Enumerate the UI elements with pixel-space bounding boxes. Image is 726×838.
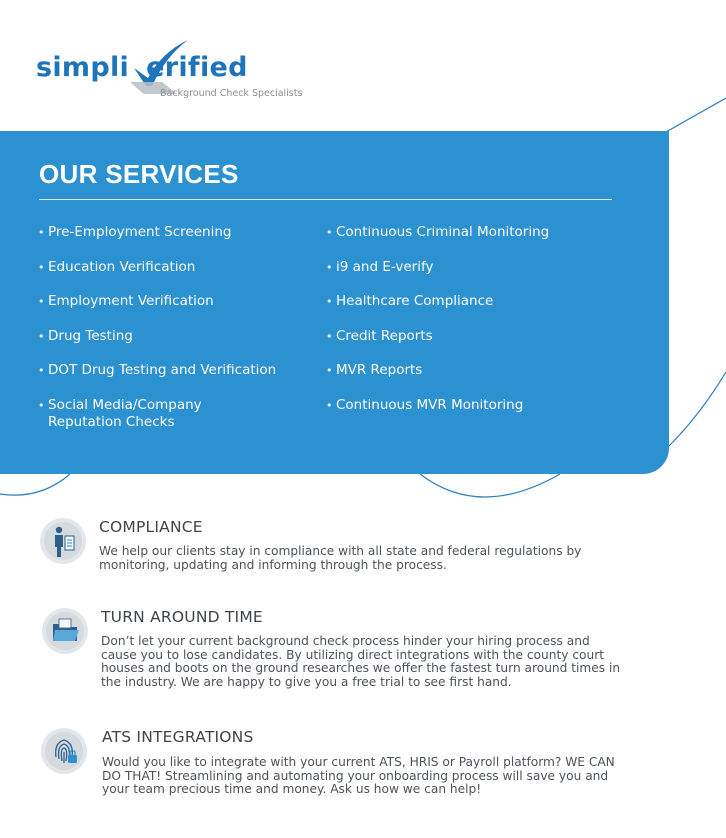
feature-text: We help our clients stay in compliance with all state and federal regulations by monitoring, updating and informing through the process. <box>99 544 582 572</box>
fingerprint-icon <box>40 727 88 775</box>
service-item: • Continuous Criminal Monitoring <box>326 224 550 240</box>
services-list-left <box>38 224 328 448</box>
services-divider <box>39 199 612 200</box>
service-item: • Drug Testing <box>38 327 133 344</box>
services-list-right <box>326 224 616 431</box>
service-item: • Healthcare Compliance <box>326 293 494 309</box>
service-item: • Pre-Employment Screening <box>38 224 232 240</box>
bullet: • <box>326 398 333 412</box>
bullet: • <box>326 329 333 343</box>
logo-tagline: Background Check Specialists <box>160 88 303 99</box>
service-item: • DOT Drug Testing and Verification <box>38 362 277 378</box>
service-item: • Credit Reports <box>326 327 433 344</box>
feature-text: Don’t let your current background check process hinder your hiring process and cause you to lose candidates. By utilizing direct integrations with the county court houses and boots on the ground researches we offer the fastest turn around times in the industry. We are happy to give you a free trial to see first hand. <box>101 634 621 690</box>
services-panel <box>0 131 669 474</box>
checkmark-icon <box>122 38 192 94</box>
bullet: • <box>326 260 333 274</box>
bullet: • <box>326 364 333 377</box>
services-title: OUR SERVICES <box>39 159 239 189</box>
bullet: • <box>38 295 45 308</box>
feature-title: ATS INTEGRATIONS <box>102 728 254 746</box>
service-item: • Employment Verification <box>38 293 214 309</box>
service-item: • Social Media/Company Reputation Checks <box>38 396 202 430</box>
feature-text: Would you like to integrate with your current ATS, HRIS or Payroll platform? WE CAN DO THAT! Streamlining and automating your onboarding process will save you and your team precious time and money. Ask us how we can help! <box>102 755 615 797</box>
bullet: • <box>38 364 45 377</box>
bullet: • <box>38 398 45 412</box>
bullet: • <box>38 329 45 343</box>
bullet: • <box>326 295 333 308</box>
bullet: • <box>326 226 333 239</box>
bullet: • <box>38 260 45 274</box>
feature-title: COMPLIANCE <box>99 518 203 536</box>
service-item: • Continuous MVR Monitoring <box>326 396 524 413</box>
logo-name-part1: simpli <box>36 52 130 83</box>
folder-icon <box>41 607 89 655</box>
service-item: • MVR Reports <box>326 362 423 378</box>
brand-logo <box>36 38 306 108</box>
feature-title: TURN AROUND TIME <box>101 608 263 626</box>
logo-name-part2: erified <box>146 52 248 83</box>
bullet: • <box>38 226 45 239</box>
service-item: • i9 and E-verify <box>326 258 434 275</box>
service-item: • Education Verification <box>38 258 196 275</box>
compliance-person-icon <box>39 517 87 565</box>
